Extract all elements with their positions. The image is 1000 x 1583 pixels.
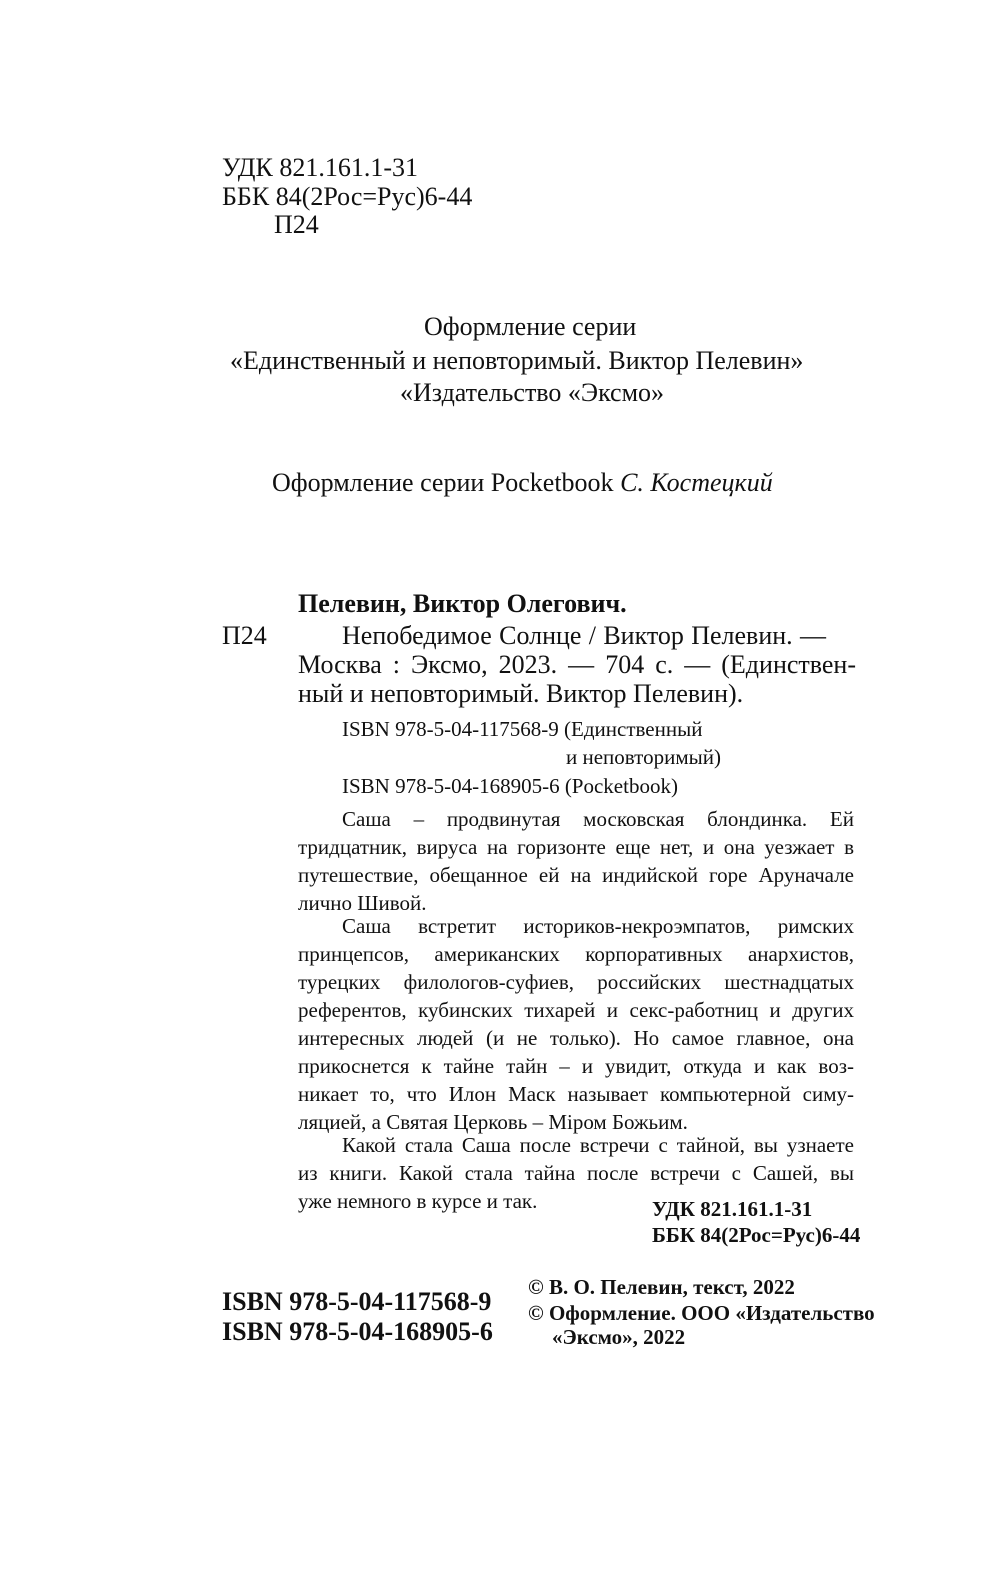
bib-line-3: ный и неповторимый. Виктор Пелевин). <box>298 679 744 708</box>
annotation-p3-line: уже немного в курсе и так. <box>298 1189 538 1213</box>
annotation-p1-line: лично Шивой. <box>298 891 427 915</box>
annotation-p2-line: прикоснется к тайне тайн – и увидит, откуда и как воз- <box>298 1054 854 1078</box>
annotation-p3-line: Какой стала Саша после встречи с тайной, вы узнаете <box>342 1133 854 1157</box>
annotation-p2-line: турецких филологов-суфиев, российских шестнадцатых <box>298 970 854 994</box>
footer-isbn-1: ISBN 978-5-04-117568-9 <box>222 1287 492 1316</box>
annotation-p2-line: интересных людей (и не только). Но самое главное, она <box>298 1026 854 1050</box>
annotation-p2-line: ляцией, а Святая Церковь – Міром Божьим. <box>298 1110 688 1134</box>
series-design-publisher: «Издательство «Эксмо» <box>400 378 665 407</box>
annotation-p1-line: путешествие, обещанное ей на индийской горе Аруначале <box>298 863 854 887</box>
annotation-p1-line: Саша – продвинутая московская блондинка. Ей <box>342 807 854 831</box>
bib-line-1: Непобедимое Солнце / Виктор Пелевин. — <box>342 621 826 650</box>
copyright-design-cont: «Эксмо», 2022 <box>552 1325 686 1349</box>
pocketbook-design-label: Оформление серии Pocketbook <box>272 468 614 497</box>
index-bbk: ББК 84(2Рос=Рус)6-44 <box>652 1223 861 1247</box>
catalog-author-mark: П24 <box>222 621 267 650</box>
isbn-series-line-1: ISBN 978-5-04-117568-9 (Единственный <box>342 717 703 741</box>
series-design-name: «Единственный и неповторимый. Виктор Пелевин» <box>230 346 804 375</box>
copyright-design: © Оформление. ООО «Издательство <box>528 1301 875 1325</box>
udk-code: УДК 821.161.1-31 <box>222 153 419 182</box>
annotation-p1-line: тридцатник, вируса на горизонте еще нет, и она уезжает в <box>298 835 854 859</box>
series-design-label: Оформление серии <box>424 312 637 341</box>
annotation-p2-line: референтов, кубинских тихарей и секс-работниц и других <box>298 998 854 1022</box>
annotation-p2-line: Саша встретит историков-некроэмпатов, римских <box>342 914 854 938</box>
pocketbook-designer: С. Костецкий <box>620 468 773 497</box>
isbn-series-line-2: и неповторимый) <box>566 745 721 769</box>
copyright-text: © В. О. Пелевин, текст, 2022 <box>528 1275 795 1299</box>
isbn-pocketbook: ISBN 978-5-04-168905-6 (Pocketbook) <box>342 774 678 798</box>
annotation-p2-line: никает то, что Илон Маск называет компьютерной симу- <box>298 1082 854 1106</box>
bib-line-2: Москва : Эксмо, 2023. — 704 с. — (Единствен- <box>298 650 856 679</box>
annotation-p3-line: из книги. Какой стала тайна после встречи с Сашей, вы <box>298 1161 854 1185</box>
author-mark: П24 <box>274 210 319 239</box>
footer-isbn-2: ISBN 978-5-04-168905-6 <box>222 1317 493 1346</box>
bbk-code: ББК 84(2Рос=Рус)6-44 <box>222 182 473 211</box>
index-udk: УДК 821.161.1-31 <box>652 1197 813 1221</box>
pocketbook-design-credit <box>272 467 773 499</box>
annotation-p2-line: принцепсов, американских корпоративных анархистов, <box>298 942 854 966</box>
catalog-author-heading: Пелевин, Виктор Олегович. <box>298 589 627 618</box>
